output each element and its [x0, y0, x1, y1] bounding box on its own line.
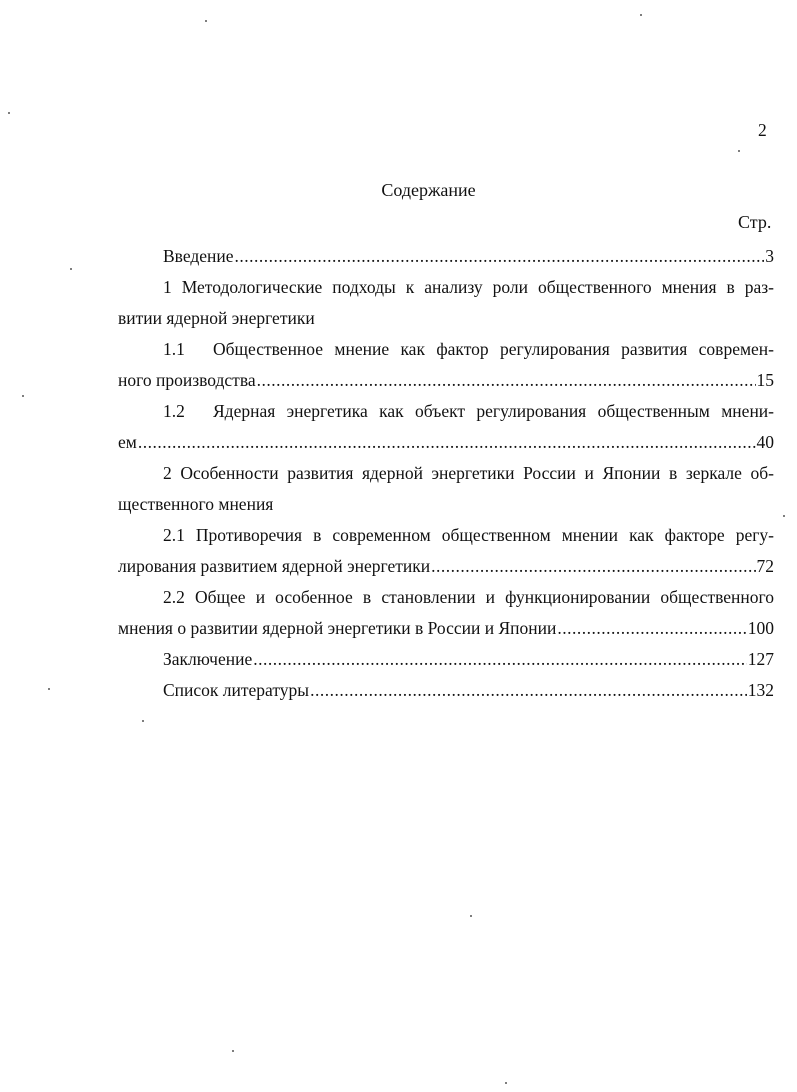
scan-speck: [470, 915, 472, 917]
toc-label: Общественное мнение как фактор регулирования развития современ-: [213, 339, 774, 359]
scan-speck: [783, 515, 785, 517]
toc-entry-intro: [118, 241, 774, 272]
toc-entry-1-2-line1: [118, 396, 774, 427]
toc-page: 127: [747, 649, 774, 669]
toc-page: 132: [747, 680, 774, 700]
toc-label: Ядерная энергетика как объект регулирования общественным мнени-: [213, 401, 774, 421]
toc-label: Заключение: [163, 649, 253, 669]
toc-page: 72: [756, 556, 774, 576]
scan-speck: [640, 14, 642, 16]
toc-entry-chapter-2-line1: 2 Особенности развития ядерной энергетики России и Японии в зеркале об-: [163, 463, 774, 483]
toc-label: мнения о развитии ядерной энергетики в России и Японии: [118, 618, 557, 638]
toc-entry-2-2-line2: [118, 613, 774, 644]
dot-leader: [253, 644, 747, 675]
page-number: 2: [758, 120, 767, 140]
toc-label: ем: [118, 432, 137, 452]
toc-entry-chapter-1-line2: витии ядерной энергетики: [118, 308, 315, 328]
dot-leader: [235, 241, 765, 272]
scan-speck: [738, 150, 740, 152]
scan-speck: [8, 112, 10, 114]
toc-entry-conclusion: [118, 644, 774, 675]
dot-leader: [431, 551, 755, 582]
toc-entry-references: [118, 675, 774, 706]
dot-leader: [257, 365, 756, 396]
scan-speck: [70, 268, 72, 270]
toc-label: Список литературы: [163, 680, 310, 700]
toc-entry-chapter-2-line2: щественного мнения: [118, 494, 274, 514]
scan-speck: [22, 395, 24, 397]
toc-entry-1-1-line1: [118, 334, 774, 365]
toc-page: 40: [756, 432, 774, 452]
scan-speck: [232, 1050, 234, 1052]
toc-entry-1-2-line2: [118, 427, 774, 458]
toc-label: Введение: [163, 246, 234, 266]
toc-label: лирования развитием ядерной энергетики: [118, 556, 431, 576]
toc-page: 3: [765, 246, 774, 266]
scan-speck: [505, 1082, 507, 1084]
toc-section-number: 1.1: [163, 339, 185, 359]
scan-speck: [48, 688, 50, 690]
scan-speck: [142, 720, 144, 722]
page-column-label: Стр.: [738, 212, 772, 232]
toc-entry-chapter-1-line1: 1 Методологические подходы к анализу роли общественного мнения в раз-: [163, 277, 774, 297]
dot-leader: [138, 427, 756, 458]
table-of-contents: [118, 241, 774, 706]
toc-entry-2-1-line2: [118, 551, 774, 582]
page-title: Содержание: [381, 180, 476, 200]
toc-page: 100: [747, 618, 774, 638]
dot-leader: [557, 613, 746, 644]
toc-entry-2-1-line1: 2.1 Противоречия в современном общественном мнении как факторе регу-: [163, 525, 774, 545]
toc-entry-1-1-line2: [118, 365, 774, 396]
dot-leader: [310, 675, 747, 706]
toc-label: ного производства: [118, 370, 256, 390]
toc-entry-2-2-line1: 2.2 Общее и особенное в становлении и функционировании общественного: [163, 587, 774, 607]
toc-section-number: 1.2: [163, 401, 185, 421]
toc-page: 15: [756, 370, 774, 390]
scan-speck: [205, 20, 207, 22]
